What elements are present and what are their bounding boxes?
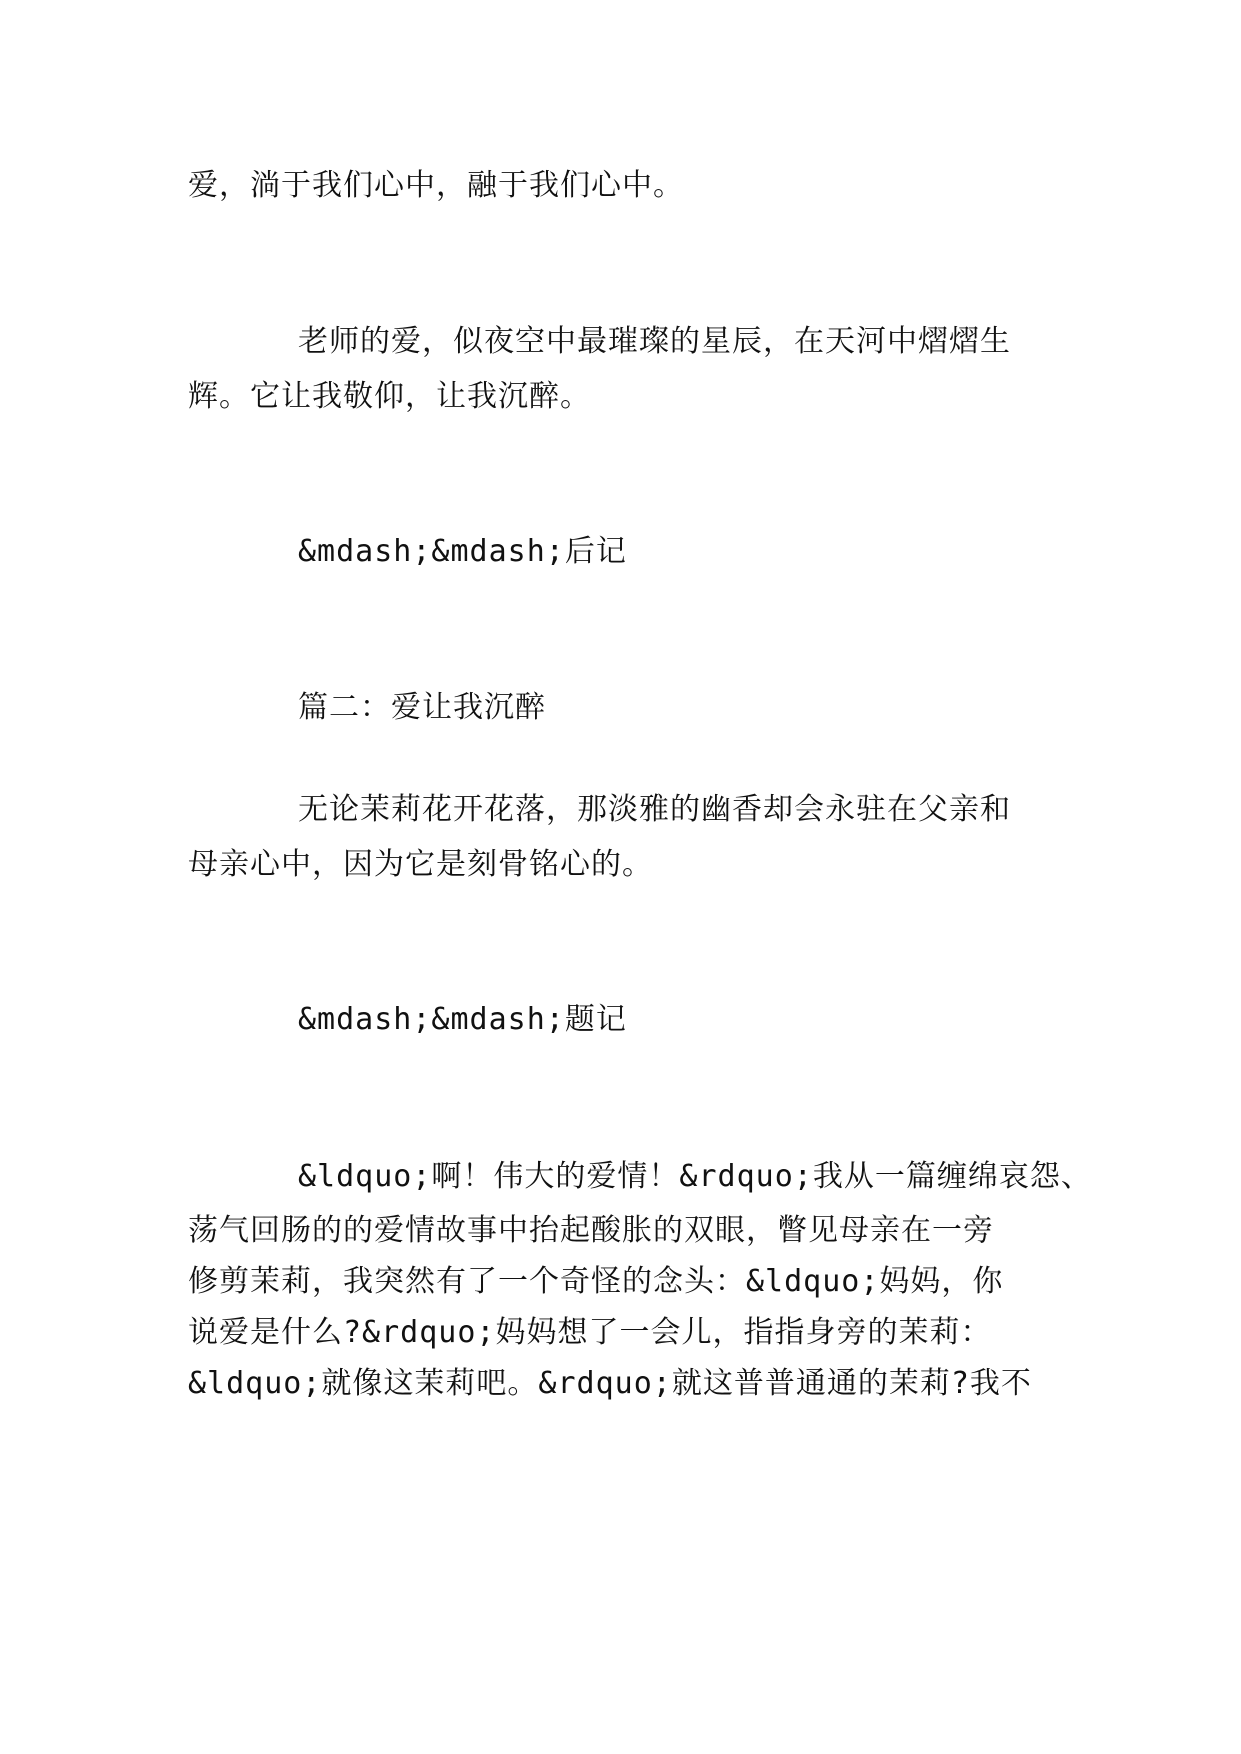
signature-line: &mdash;&mdash;后记 (298, 534, 627, 569)
paragraph-line: 爱，淌于我们心中，融于我们心中。 (188, 168, 684, 203)
signature-line: &mdash;&mdash;题记 (298, 1002, 627, 1037)
paragraph-line: 修剪茉莉，我突然有了一个奇怪的念头：&ldquo;妈妈，你 (188, 1264, 1004, 1299)
paragraph-line: 老师的爱，似夜空中最璀璨的星辰，在天河中熠熠生 (298, 324, 1011, 359)
paragraph-line: 说爱是什么?&rdquo;妈妈想了一会儿，指指身旁的茉莉： (188, 1315, 992, 1350)
paragraph-line: 辉。它让我敬仰，让我沉醉。 (188, 379, 591, 414)
paragraph-line: &ldquo;就像这茉莉吧。&rdquo;就这普普通通的茉莉?我不 (188, 1366, 1032, 1401)
paragraph-line: 荡气回肠的的爱情故事中抬起酸胀的双眼，瞥见母亲在一旁 (188, 1213, 994, 1248)
paragraph-line: 母亲心中，因为它是刻骨铭心的。 (188, 847, 653, 882)
paragraph-line: 无论茉莉花开花落，那淡雅的幽香却会永驻在父亲和 (298, 792, 1011, 827)
section-heading: 篇二：爱让我沉醉 (298, 690, 546, 725)
paragraph-line: &ldquo;啊！伟大的爱情！&rdquo;我从一篇缠绵哀怨、 (298, 1159, 1092, 1194)
